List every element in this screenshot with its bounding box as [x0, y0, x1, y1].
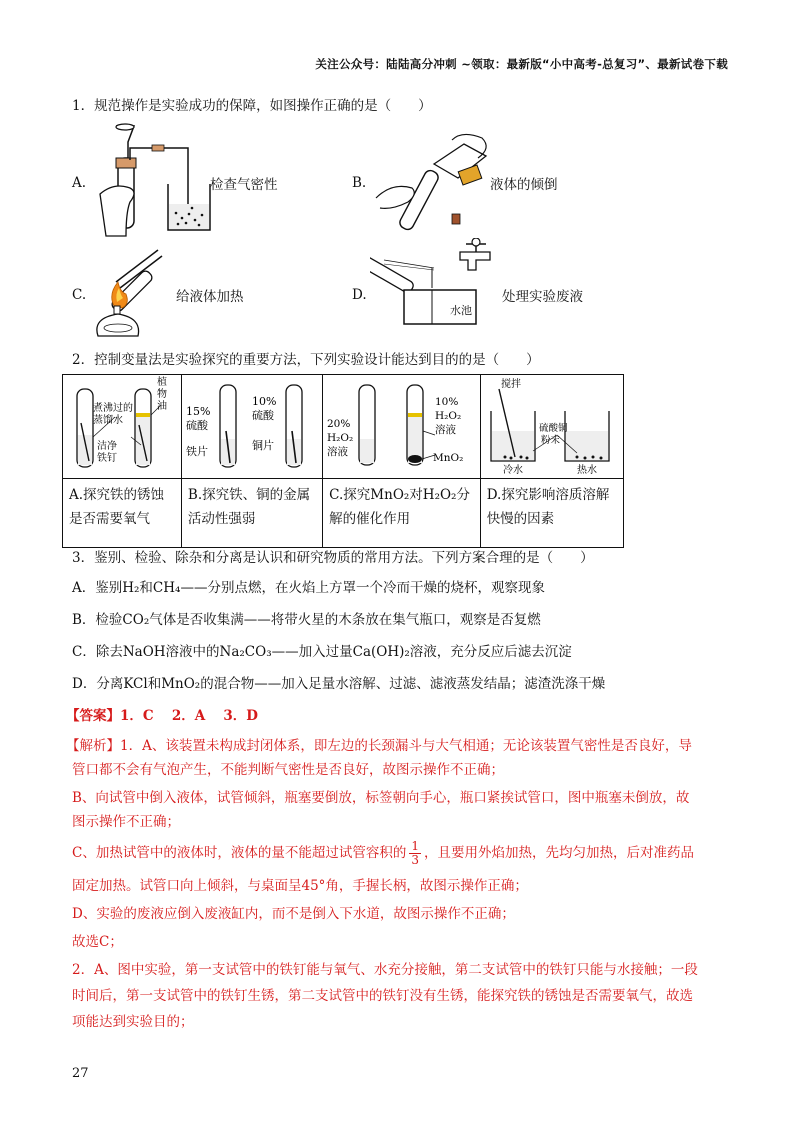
- waste-liquid-illustration: [370, 238, 500, 334]
- stir-label: 搅拌: [500, 379, 521, 390]
- analysis-line-10: 时间后，第一支试管中的铁钉生锈，第二支试管中的铁钉没有生锈，能探究铁的锈蚀是否需要氧气，故选: [72, 988, 693, 1004]
- answer-line: 【答案】1．C 2．A 3．D: [66, 708, 259, 724]
- powder-label-2: 粉末: [540, 435, 560, 446]
- q3-stem: 3．鉴别、检验、除杂和分离是认识和研究物质的常用方法。下列方案合理的是（ ）: [72, 550, 594, 566]
- s2-label-c: 溶液: [435, 424, 457, 436]
- cell-a-text: A.探究铁的锈蚀是否需要氧气: [69, 487, 165, 527]
- cell-b-image: [181, 375, 322, 479]
- q1-option-b-label: 液体的倾倒: [490, 177, 558, 193]
- catalyst-illustration: [323, 375, 477, 478]
- acid1-label-a: 15%: [185, 405, 211, 418]
- q1-stem: 1．规范操作是实验成功的保障，如图操作正确的是（ ）: [72, 98, 432, 114]
- experiment-table: [62, 374, 624, 548]
- metal-activity-illustration: [182, 375, 320, 478]
- q3-option-b: B．检验CO₂气体是否收集满——将带火星的木条放在集气瓶口，观察是否复燃: [72, 612, 541, 628]
- analysis-line-11: 项能达到实验目的；: [72, 1014, 194, 1030]
- fraction-one-third: [409, 840, 421, 867]
- analysis-line-8: 故选C；: [72, 934, 123, 950]
- cat-label: MnO₂: [433, 452, 464, 464]
- q1-option-a-letter: A.: [72, 175, 87, 191]
- oil-label-1: 植: [157, 377, 167, 388]
- cell-b-text: B.探究铁、铜的金属活动性强弱: [187, 487, 311, 527]
- s2-label-b: H₂O₂: [435, 410, 462, 422]
- analysis-line-7: D、实验的废液应倒入废液缸内，而不是倒入下水道，故图示操作不正确；: [72, 906, 515, 922]
- water-label-1: 煮沸过的: [93, 403, 133, 414]
- acid1-label-b: 硫酸: [185, 419, 208, 432]
- acid2-label-b: 硫酸: [251, 409, 274, 422]
- s1-label-a: 20%: [327, 418, 351, 430]
- page-header: 关注公众号：陆陆高分冲刺 ~领取：最新版“小中高考-总复习”、最新试卷下载: [315, 57, 728, 71]
- fraction-denominator: 3: [411, 853, 419, 867]
- analysis-line-9: 2．A、图中实验，第一支试管中的铁钉能与氧气、水充分接触，第二支试管中的铁钉只能与水接触；一段: [72, 962, 698, 978]
- cell-d-text: D.探究影响溶质溶解快慢的因素: [486, 487, 610, 527]
- dissolution-illustration: [481, 375, 621, 478]
- s1-label-b: H₂O₂: [327, 432, 354, 444]
- nail-label-2: 铁钉: [97, 453, 117, 464]
- q3-option-a: A．鉴别H₂和CH₄——分别点燃，在火焰上方罩一个冷而干燥的烧杯，观察现象: [72, 580, 545, 596]
- q1-option-c-label: 给液体加热: [176, 289, 244, 305]
- liquid-heating-illustration: [92, 244, 182, 340]
- airtightness-check-illustration: [96, 118, 216, 238]
- q1-option-d-letter: D.: [352, 287, 367, 303]
- q1-option-a-label: 检查气密性: [210, 177, 278, 193]
- q1-option-d-label: 处理实验废液: [502, 289, 583, 305]
- water-label-2: 蒸馏水: [93, 415, 123, 426]
- analysis-line-5-a: C、加热试管中的液体时，液体的量不能超过试管容积的: [72, 845, 407, 861]
- analysis-line-4: 图示操作不正确；: [72, 814, 180, 830]
- page-number: 27: [72, 1066, 89, 1081]
- nail-label-1: 洁净: [97, 441, 117, 452]
- s1-label-c: 溶液: [327, 446, 349, 458]
- acid2-label-a: 10%: [251, 395, 277, 408]
- oil-label-2: 物: [157, 389, 167, 400]
- powder-label-1: 硫酸铜: [538, 423, 568, 434]
- q2-stem: 2．控制变量法是实验探究的重要方法，下列实验设计能达到目的的是（ ）: [72, 352, 540, 368]
- hot-label: 热水: [576, 465, 597, 476]
- sink-label: 水池: [450, 304, 472, 317]
- cell-c-text: C.探究MnO₂对H₂O₂分解的催化作用: [329, 487, 470, 527]
- cell-d-image: [480, 375, 623, 479]
- liquid-pouring-illustration: [372, 128, 492, 238]
- cell-a-image: [63, 375, 182, 479]
- metal1-label: 铁片: [185, 445, 208, 458]
- cell-c-image: [323, 375, 481, 479]
- q3-option-c: C．除去NaOH溶液中的Na₂CO₃——加入过量Ca(OH)₂溶液，充分反应后滤去沉淀: [72, 644, 572, 660]
- analysis-line-6: 固定加热。试管口向上倾斜，与桌面呈45°角，手握长柄，故图示操作正确；: [72, 878, 528, 894]
- analysis-line-2: 管口都不会有气泡产生，不能判断气密性是否良好，故图示操作不正确；: [72, 762, 504, 778]
- analysis-line-1: 【解析】1．A、该装置未构成封闭体系，即左边的长颈漏斗与大气相通；无论该装置气密性是否良好，导: [66, 738, 692, 754]
- analysis-line-3: B、向试管中倒入液体，试管倾斜，瓶塞要倒放，标签朝向手心，瓶口紧挨试管口，图中瓶塞未倒放，故: [72, 790, 690, 806]
- q3-option-d: D．分离KCl和MnO₂的混合物——加入足量水溶解、过滤、滤液蒸发结晶；滤渣洗涤干燥: [72, 676, 606, 692]
- fraction-numerator: 1: [411, 839, 419, 853]
- analysis-line-5-b: ，且要用外焰加热，先均匀加热，后对准药品: [423, 845, 694, 861]
- oil-label-3: 油: [157, 401, 167, 412]
- analysis-line-5: [72, 840, 694, 867]
- q1-option-b-letter: B.: [352, 175, 367, 191]
- cold-label: 冷水: [502, 465, 523, 476]
- rust-experiment-illustration: [63, 375, 179, 478]
- metal2-label: 铜片: [251, 439, 274, 452]
- q1-option-c-letter: C.: [72, 287, 87, 303]
- s2-label-a: 10%: [435, 396, 459, 408]
